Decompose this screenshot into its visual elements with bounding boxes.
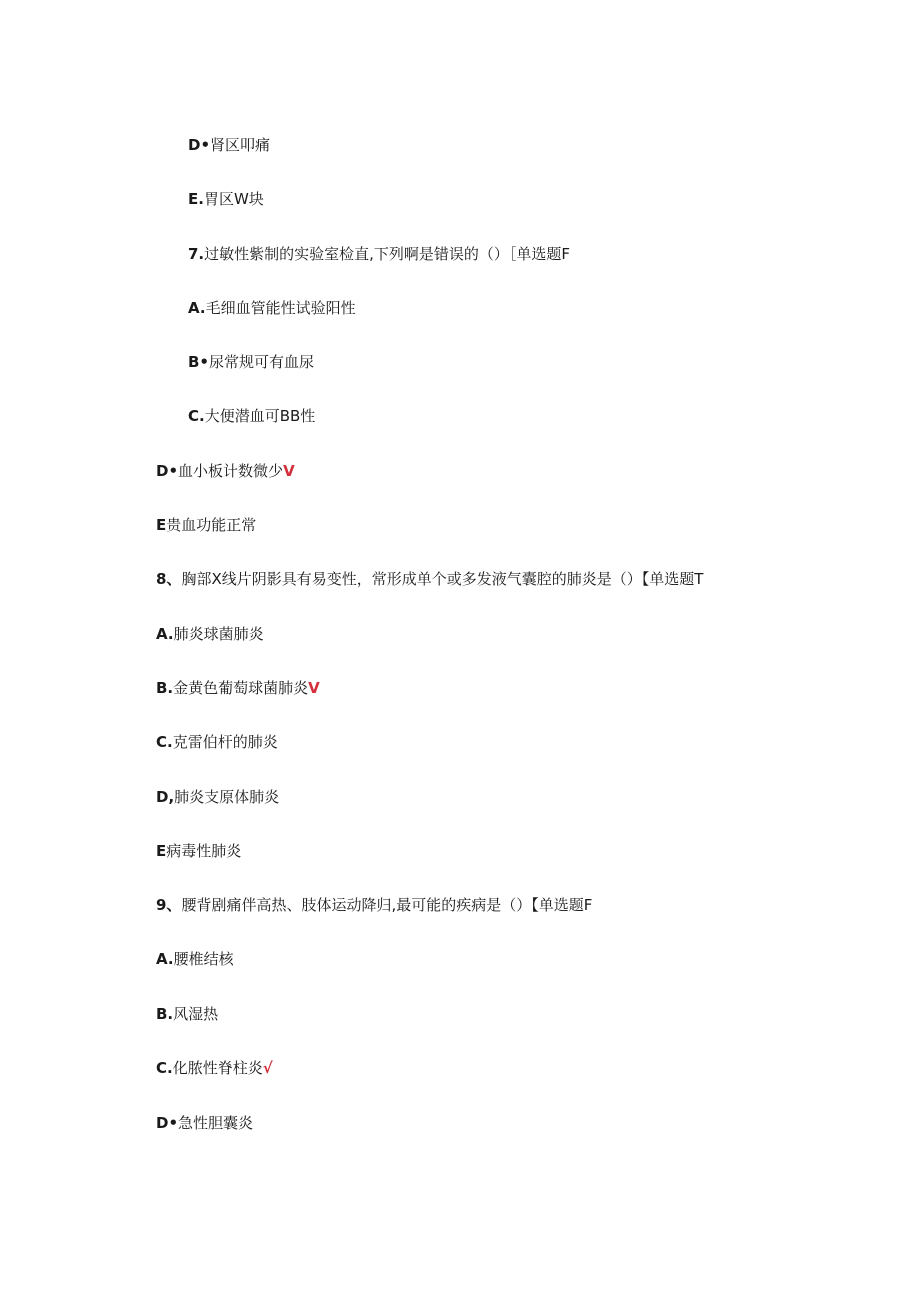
answer-mark: V (283, 462, 295, 480)
option-label: B• (188, 353, 210, 371)
option-label: E. (188, 190, 204, 208)
option-b-q9 (156, 1004, 218, 1024)
question-text: 胸部X线片阴影具有易变性，常形成单个或多发液气囊腔的肺炎是（）【单选题T (181, 570, 704, 588)
question-7 (188, 244, 570, 264)
question-number: 8、 (156, 570, 182, 588)
option-label: C. (156, 1059, 173, 1077)
option-text: 肺炎支原体肺炎 (174, 788, 280, 806)
option-e-q8 (156, 841, 241, 861)
answer-mark: V (308, 679, 320, 697)
option-label: B. (156, 1005, 174, 1023)
option-text: 肾区叩痛 (210, 136, 271, 154)
option-label: A. (156, 625, 174, 643)
question-number: 7. (188, 245, 205, 263)
question-text: 腰背剧痛伴高热、肢体运动降归,最可能的疾病是（）【单选题F (181, 896, 593, 914)
option-label: C. (156, 733, 173, 751)
option-c-q7 (188, 406, 315, 426)
option-text: 贵血功能正常 (166, 516, 257, 534)
option-c-q8 (156, 732, 278, 752)
option-d-q9 (156, 1113, 253, 1133)
option-text: 肺炎球菌肺炎 (173, 625, 264, 643)
option-text: 金黄色葡萄球菌肺炎 (173, 679, 309, 697)
option-text: 急性胆囊炎 (178, 1114, 254, 1132)
option-text: 腰椎结核 (173, 950, 234, 968)
question-9 (156, 895, 592, 915)
option-e-q7 (156, 515, 256, 535)
option-text: 大便潜血可BB性 (204, 407, 316, 425)
option-label: D• (156, 1114, 179, 1132)
option-label: B. (156, 679, 174, 697)
option-label: D, (156, 788, 175, 806)
question-text: 过敏性紫制的实验室检直,下列啊是错误的（）［单选题F (204, 245, 571, 263)
option-d-q6 (188, 135, 270, 155)
option-label: C. (188, 407, 205, 425)
option-label: E (156, 842, 167, 860)
option-text: 风湿热 (173, 1005, 219, 1023)
option-text: 尿常规可有血尿 (209, 353, 315, 371)
option-label: E (156, 516, 167, 534)
option-a-q7 (188, 298, 356, 318)
option-c-q9 (156, 1058, 273, 1078)
option-text: 化脓性脊柱炎 (172, 1059, 263, 1077)
option-d-q7 (156, 461, 295, 481)
option-text: 血小板计数微少 (178, 462, 284, 480)
option-a-q9 (156, 949, 234, 969)
question-number: 9、 (156, 896, 182, 914)
option-text: 胃区W块 (203, 190, 264, 208)
option-b-q7 (188, 352, 314, 372)
option-text: 克雷伯杆的肺炎 (172, 733, 278, 751)
option-label: A. (188, 299, 206, 317)
option-d-q8 (156, 787, 279, 807)
question-8 (156, 569, 703, 589)
option-text: 病毒性肺炎 (166, 842, 242, 860)
answer-mark: √ (262, 1059, 273, 1077)
option-a-q8 (156, 624, 264, 644)
option-label: D• (156, 462, 179, 480)
option-label: A. (156, 950, 174, 968)
option-label: D• (188, 136, 211, 154)
option-text: 毛细血管能性试验阳性 (205, 299, 356, 317)
option-e-q6 (188, 189, 264, 209)
option-b-q8 (156, 678, 320, 698)
